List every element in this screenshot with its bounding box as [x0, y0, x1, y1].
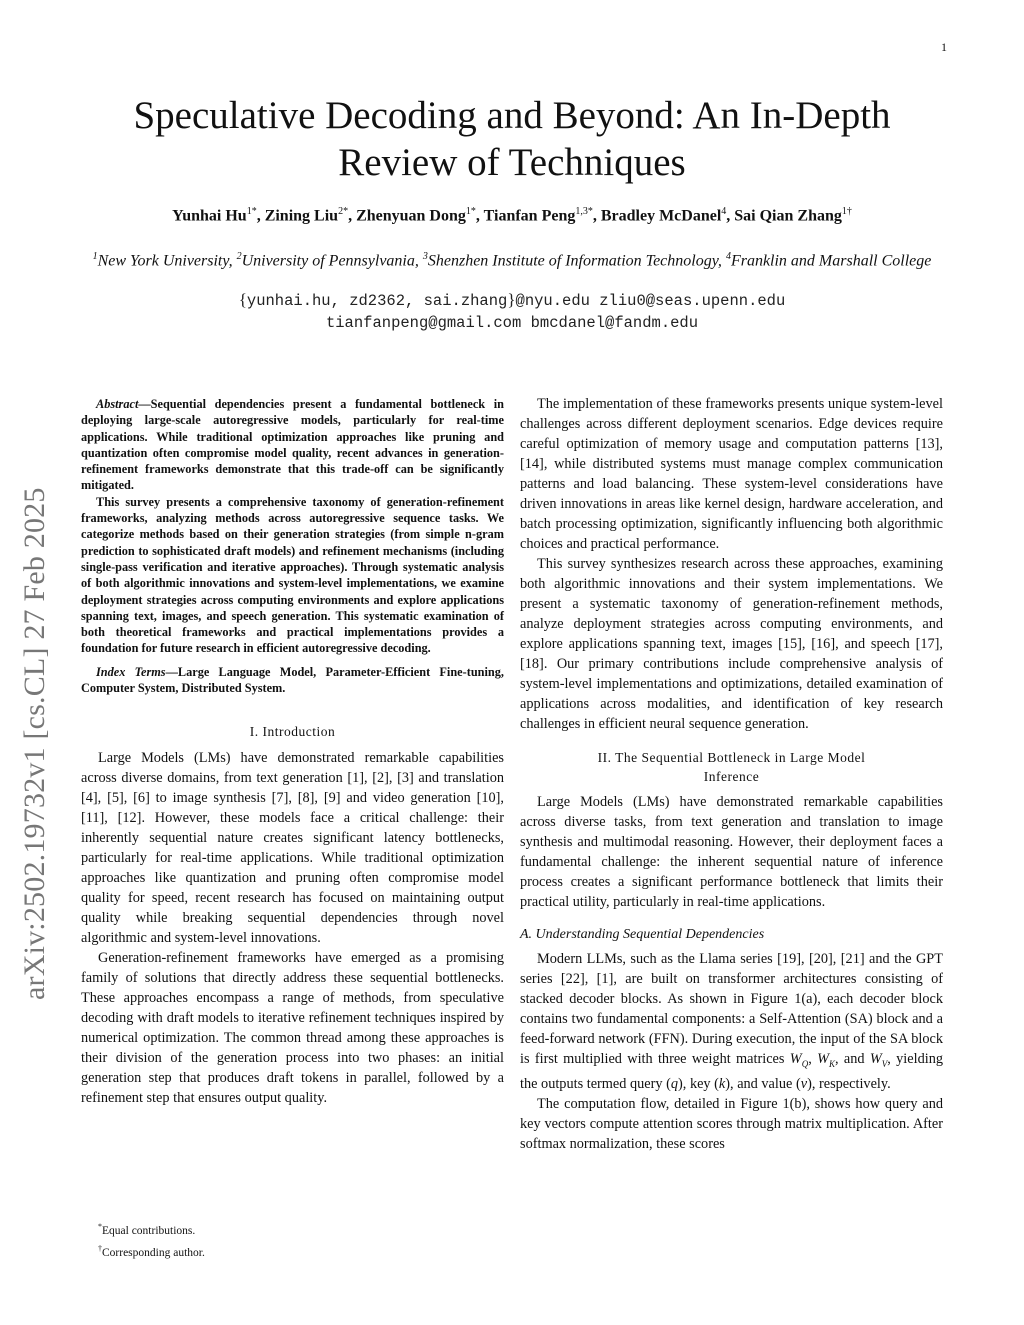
math-q: q: [670, 1075, 679, 1092]
index-terms-text: —Large Language Model, Parameter-Efficient Fine-tuning, Computer System, Distributed System.: [81, 664, 504, 696]
section-heading-introduction: I. Introduction: [249, 724, 336, 740]
footnote-corresponding: †Corresponding author.: [98, 1243, 205, 1259]
left-column: [81, 396, 504, 1108]
author-affiliation-mark: 1*: [246, 206, 257, 217]
affiliation-number: 1: [92, 251, 98, 262]
author-name: Sai Qian Zhang: [734, 207, 842, 225]
affiliation-name: Shenzhen Institute of Information Technology,: [427, 252, 726, 270]
abstract-label: Abstract: [96, 397, 139, 411]
math-wv: $W_V$: [869, 1051, 888, 1069]
abstract-paragraph-2: This survey presents a comprehensive taxonomy of generation-refinement frameworks, analyzing methods across autoregressive sequence tasks. We categorize methods based on their generation strategies (from simple n-gram prediction to sophisticated draft models) and refinement mechanisms (including single-pass verification and iterative approaches). Through systematic analysis of both algorithmic innovations and system-level implementations, we examine deployment strategies across computing environments and explore applications spanning text, images, and speech generation. This systematic examination of both theoretical frameworks and practical implementations provides a foundation for future research in efficient autoregressive decoding.: [81, 494, 504, 656]
section2-paragraph-1: Large Models (LMs) have demonstrated remarkable capabilities across diverse tasks, from text generation and translation to image synthesis and multimodal reasoning. However, their deployment faces a fundamental challenge: the inherent sequential nature of inference process creates a significant performance bottleneck that limits their practical utility, particularly in real-time applications.: [520, 794, 943, 910]
author-name: Tianfan Peng: [483, 207, 576, 225]
intro-paragraph-1: Large Models (LMs) have demonstrated remarkable capabilities across diverse domains, from text generation [1], [2], [3] and translation [4], [5], [6] to image synthesis [7], [8], [9] and video generation [10], [11], [12]. However, these models face a critical challenge: their inherently sequential nature creates significant latency bottlenecks, particularly for real-time applications. While traditional optimization approaches like quantization and pruning often compromise model quality for speed, recent research has focused on maintaining output quality while breaking sequential dependencies through novel algorithmic and system-level innovations.: [81, 750, 504, 947]
page-number: 1: [941, 40, 947, 54]
right-paragraph-1: The implementation of these frameworks presents unique system-level challenges across different deployment scenarios. Edge devices require careful optimization of memory usage and computation patterns [13], [14], while distributed systems must manage complex communication patterns and load balancing. These system-level considerations have driven innovations in areas like kernel design, hardware acceleration, and batch processing optimization, significantly influencing both algorithmic choices and practical performance.: [520, 396, 943, 552]
author-name: Zining Liu: [264, 207, 339, 225]
math-wq: $W_Q$: [789, 1051, 809, 1069]
affiliations: [60, 246, 964, 272]
email-gmail: tianfanpeng@gmail.com: [325, 314, 522, 332]
title-line-1: Speculative Decoding and Beyond: An In-Depth: [133, 94, 891, 137]
author-name: Zhenyuan Dong: [356, 207, 466, 225]
math-k: k: [718, 1075, 726, 1092]
author-name: Yunhai Hu: [172, 207, 247, 225]
paper-title: [0, 92, 1024, 186]
abstract: [81, 396, 504, 696]
author-list: Yunhai $Hu^{1*}$, Zining Liu$^{2*}$, Zhenyuan Dong$^{1*}$, Tianfan Peng$^{1,3*}$, Bradley McDanel$^4$, Sai Qian Zhang$^{1\dagger}$: [172, 206, 852, 225]
email-line-1: {yunhai.hu, zd2362, sai.zhang}@nyu.edu zliu0@seas.upenn.edu: [238, 290, 786, 310]
section2a-paragraph-2: The computation flow, detailed in Figure 1(b), shows how query and key vectors compute attention scores through matrix multiplication. After softmax normalization, these scores: [520, 1095, 943, 1152]
abstract-paragraph-1: —Sequential dependencies present a fundamental bottleneck in deploying large-scale autoregressive models, particularly for real-time applications. While traditional optimization approaches like pruning and quantization often compromise model quality, recent advances in generation-refinement frameworks demonstrate that this trade-off can be significantly mitigated.: [81, 397, 504, 493]
affiliation-name: New York University,: [97, 252, 237, 270]
footnotes: [81, 1218, 504, 1262]
affiliation-number: 4: [725, 251, 731, 262]
email-fandm: bmcdanel@fandm.edu: [530, 314, 699, 332]
affiliation-number: 2: [236, 251, 242, 262]
title-line-2: Review of Techniques: [338, 141, 686, 184]
right-paragraph-2: This survey synthesizes research across these approaches, examining both algorithmic innovations and their system implementations. We present a systematic taxonomy of generation-refinement methods, analyze deployment strategies across computing environments, and explore applications spanning text, images [15], [16], and speech [17], [18]. Our primary contributions include comprehensive analysis of system-level implementations and optimizations, detailed examination of applications across modalities, and identification of key research challenges in efficient neural sequence generation.: [520, 556, 943, 732]
author-affiliation-mark: 4: [721, 206, 727, 217]
section-heading-sequential-bottleneck: II. The Sequential Bottleneck in Large Model Inference: [597, 750, 866, 784]
section2a-paragraph-1: Modern LLMs, such as the Llama series [19], [20], [21] and the GPT series [22], [1], are built on transformer architectures consisting of stacked decoder blocks. As shown in Figure 1(a), each decoder block contains two fundamental components: a Self-Attention (SA) block and a feed-forward network (FFN). During execution, the input of the SA block is first multiplied with three weight matrices $W_Q$, $W_K$, and $W_V$, yielding the outputs termed query (q), key (k), and value (v), respectively.: [520, 951, 943, 1092]
email-upenn: zliu0@seas.upenn.edu: [599, 292, 786, 310]
affiliation-name: University of Pennsylvania,: [241, 252, 423, 270]
author-affiliation-mark: 1*: [465, 206, 476, 217]
index-terms-label: Index Terms: [96, 664, 166, 679]
author-affiliation-mark: 1†: [841, 206, 852, 217]
footnote-equal: *Equal contributions.: [98, 1222, 196, 1237]
right-column: [520, 394, 943, 1154]
email-group: yunhai.hu, zd2362, sai.zhang: [246, 292, 508, 310]
email-line-2: [0, 314, 1024, 332]
author-affiliation-mark: 1,3*: [575, 206, 593, 217]
email-group-domain: @nyu.edu: [515, 292, 590, 310]
subsection-heading-a: A. Understanding Sequential Dependencies: [520, 927, 765, 942]
intro-paragraph-2: Generation-refinement frameworks have emerged as a promising family of solutions that directly address these sequential bottlenecks. These approaches encompass a range of methods, from speculative decoding with draft models to iterative refinement techniques inspired by numerical optimization. The common thread among these approaches is their division of the generation process into two phases: an initial generation step that produces draft tokens in parallel, followed by a refinement step that ensures output quality.: [81, 950, 504, 1107]
arxiv-identifier: arXiv:2502.19732v1 [cs.CL] 27 Feb 2025: [18, 487, 51, 1000]
affiliation-number: 3: [422, 251, 428, 262]
math-v: v: [800, 1075, 808, 1092]
affiliation-name: Franklin and Marshall College: [730, 252, 932, 270]
math-wk: $W_K$: [817, 1051, 836, 1069]
author-name: Bradley McDanel: [600, 207, 722, 225]
author-affiliation-mark: 2*: [338, 206, 349, 217]
